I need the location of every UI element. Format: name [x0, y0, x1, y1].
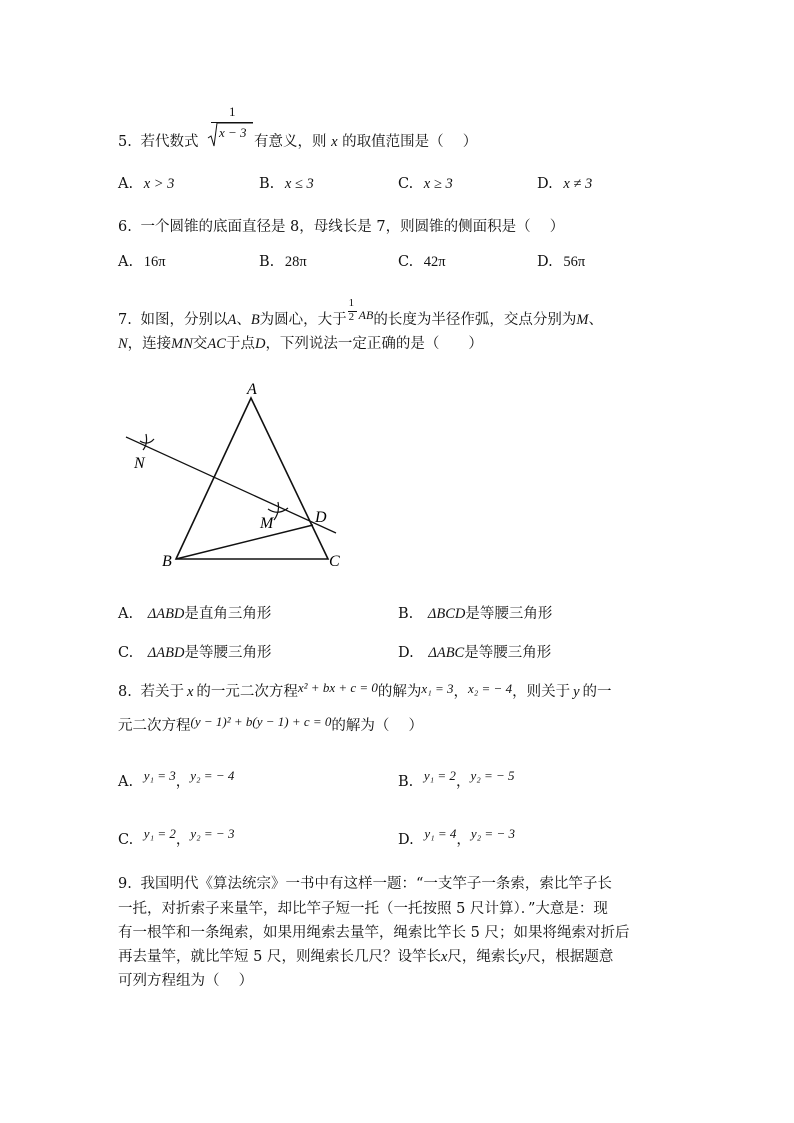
label-m: M	[260, 515, 274, 532]
option-text: x ≤ 3	[284, 176, 314, 192]
option-letter: A.	[118, 606, 134, 622]
q7-option-a[interactable]	[118, 602, 271, 623]
q7-triangle-figure	[110, 370, 360, 580]
q8-stem-line1	[118, 680, 612, 701]
q7-point-n: N	[118, 336, 128, 352]
option-triangle: ΔABD	[147, 645, 185, 661]
q7-text: 、	[588, 312, 603, 328]
option-root-1: y₁ = 3	[143, 768, 176, 783]
q5-stem-rest	[254, 130, 477, 151]
q5-text-post: 有意义，则	[254, 134, 327, 150]
q7-point-d: D	[254, 336, 266, 352]
q5-stem	[118, 130, 198, 151]
option-comma: ，	[175, 832, 191, 848]
q8-text: 的一元二次方程	[196, 684, 298, 700]
option-text: 是直角三角形	[184, 606, 272, 622]
q5-number: 5.	[118, 134, 132, 150]
option-letter: B.	[398, 774, 414, 790]
label-c: C	[329, 553, 340, 570]
q8-comma: ，	[453, 684, 468, 700]
option-root-1: y₁ = 2	[143, 826, 176, 841]
option-letter: C.	[398, 176, 414, 192]
option-text: 56π	[563, 254, 586, 270]
option-letter: A.	[118, 254, 134, 270]
option-text: 42π	[423, 254, 446, 270]
option-comma: ，	[456, 832, 471, 848]
q7-segment-ac: AC	[207, 336, 226, 352]
q7-option-d[interactable]	[398, 641, 551, 662]
fraction-numerator: 1	[348, 297, 355, 309]
q7-point-a: A	[227, 312, 237, 328]
triangle-abc	[176, 398, 328, 559]
q7-segment-mn: MN	[171, 336, 193, 352]
q5-radicand: x − 3	[219, 125, 247, 140]
option-text: 16π	[143, 254, 166, 270]
q7-stem-line2	[118, 332, 483, 353]
option-letter: D.	[537, 254, 553, 270]
option-letter: A.	[118, 774, 134, 790]
option-text: 28π	[284, 254, 307, 270]
q9-text: 再去量竿，就比竿短 5 尺，则绳索长几尺？设竿长	[118, 949, 441, 965]
option-root-2: y₂ = − 3	[470, 826, 515, 841]
option-root-2: y₂ = − 5	[470, 768, 515, 783]
label-d: D	[315, 509, 327, 526]
q6-stem	[118, 215, 564, 236]
q8-variable-x: x	[186, 684, 194, 700]
option-triangle: ΔABC	[428, 645, 465, 661]
q8-option-b[interactable]	[398, 768, 515, 791]
q6-option-d[interactable]	[537, 254, 585, 271]
option-text: x ≥ 3	[423, 176, 453, 192]
q7-number: 7.	[118, 312, 132, 328]
q7-segment-ab: AB	[358, 308, 374, 322]
q7-text: 于点	[225, 336, 255, 352]
option-letter: B.	[398, 606, 414, 622]
q8-root-1: x₁ = 3	[421, 681, 454, 696]
q6-number: 6.	[118, 219, 132, 235]
line-mn	[126, 437, 336, 533]
q7-option-c[interactable]	[118, 641, 272, 662]
q9-number: 9.	[118, 876, 132, 892]
q5-variable: x	[331, 134, 338, 150]
segment-bd	[176, 525, 313, 559]
q8-stem-line2	[118, 714, 423, 735]
q8-text: 的解为（ ）	[331, 718, 423, 734]
q5-option-a[interactable]	[118, 176, 174, 193]
q5-text-post2: 的取值范围是（ ）	[342, 134, 478, 150]
option-letter: C.	[118, 645, 134, 661]
q8-root-2: x₂ = − 4	[467, 681, 513, 696]
q5-fraction-numerator: 1	[229, 104, 236, 119]
q6-text: 一个圆锥的底面直径是 8，母线长是 7，则圆锥的侧面积是（ ）	[140, 219, 565, 235]
option-text: x ≠ 3	[563, 176, 593, 192]
q8-option-d[interactable]	[398, 826, 515, 849]
q5-radical-fraction	[207, 104, 257, 150]
q7-option-b[interactable]	[398, 602, 552, 623]
q9-text: 有一根竿和一条绳索，如果用绳索去量竿，绳索比竿长 5 尺；如果将绳索对折后	[118, 925, 630, 941]
q7-text: 、	[236, 312, 251, 328]
option-root-1: y₁ = 4	[424, 826, 457, 841]
option-triangle: ΔBCD	[427, 606, 466, 622]
option-text: 是等腰三角形	[464, 645, 552, 661]
q7-stem-line1	[118, 297, 603, 329]
q8-equation-1: x² + bx + c = 0	[297, 680, 378, 695]
q8-variable-y: y	[573, 684, 580, 700]
q5-option-d[interactable]	[537, 176, 592, 193]
q7-half-fraction	[347, 297, 359, 326]
option-letter: B.	[259, 254, 275, 270]
q7-text: ，连接	[127, 336, 172, 352]
option-letter: A.	[118, 176, 134, 192]
q9-text: 尺，根据题意	[526, 949, 614, 965]
q9-line5	[118, 969, 253, 990]
q8-number: 8.	[118, 684, 132, 700]
option-letter: C.	[118, 832, 134, 848]
q7-text: 如图，分别以	[140, 312, 228, 328]
q9-line3	[118, 921, 629, 942]
q9-text: 尺，绳索长	[447, 949, 520, 965]
q7-text: 的长度为半径作弧，交点分别为	[373, 312, 577, 328]
option-letter: B.	[259, 176, 275, 192]
q9-variable-x: x	[440, 949, 448, 965]
q7-text: 为圆心，大于	[259, 312, 347, 328]
option-root-2: y₂ = − 3	[190, 826, 235, 841]
option-comma: ，	[455, 774, 471, 790]
option-comma: ，	[175, 774, 191, 790]
q8-equation-2: (y − 1)² + b(y − 1) + c = 0	[190, 714, 332, 729]
q9-text: 一托，对折索子来量竿，却比竿子短一托（一托按照 5 尺计算）．”大意是：现	[118, 901, 608, 917]
label-n: N	[134, 455, 145, 472]
q7-point-b: B	[250, 312, 260, 328]
q9-text: 可列方程组为（ ）	[118, 973, 254, 989]
q5-text-pre: 若代数式	[140, 134, 199, 150]
option-text: x > 3	[143, 176, 175, 192]
q8-text: 的一	[582, 684, 612, 700]
q9-text: 我国明代《算法统宗》一书中有这样一题：“一支竿子一条索，索比竿子长	[140, 876, 612, 892]
q5-option-c[interactable]	[398, 176, 453, 193]
option-text: 是等腰三角形	[465, 606, 553, 622]
q9-variable-y: y	[519, 949, 527, 965]
fraction-denominator: 2	[348, 311, 355, 323]
option-root-2: y₂ = − 4	[190, 768, 235, 783]
q6-option-b[interactable]	[259, 254, 307, 271]
q6-option-a[interactable]	[118, 254, 166, 271]
option-text: 是等腰三角形	[184, 645, 272, 661]
option-letter: C.	[398, 254, 414, 270]
option-letter: D.	[537, 176, 553, 192]
option-root-1: y₁ = 2	[423, 768, 456, 783]
q9-line4	[118, 945, 613, 966]
q9-line1	[118, 872, 612, 893]
option-triangle: ΔABD	[147, 606, 185, 622]
q9-line2	[118, 897, 608, 918]
q5-option-b[interactable]	[259, 176, 314, 193]
option-letter: D.	[398, 832, 414, 848]
arc-mark-n-2	[143, 434, 147, 450]
q8-text: 元二次方程	[118, 718, 191, 734]
q7-point-m: M	[576, 312, 589, 328]
label-b: B	[162, 553, 172, 570]
option-letter: D.	[398, 645, 414, 661]
q8-text: 若关于	[140, 684, 184, 700]
q7-text: 交	[192, 336, 208, 352]
q8-text: ，则关于	[512, 684, 571, 700]
q8-option-a[interactable]	[118, 768, 234, 791]
q8-text: 的解为	[377, 684, 422, 700]
q6-option-c[interactable]	[398, 254, 446, 271]
q7-text: ，下列说法一定正确的是（ ）	[265, 336, 483, 352]
label-a: A	[247, 381, 257, 398]
q8-option-c[interactable]	[118, 826, 234, 849]
